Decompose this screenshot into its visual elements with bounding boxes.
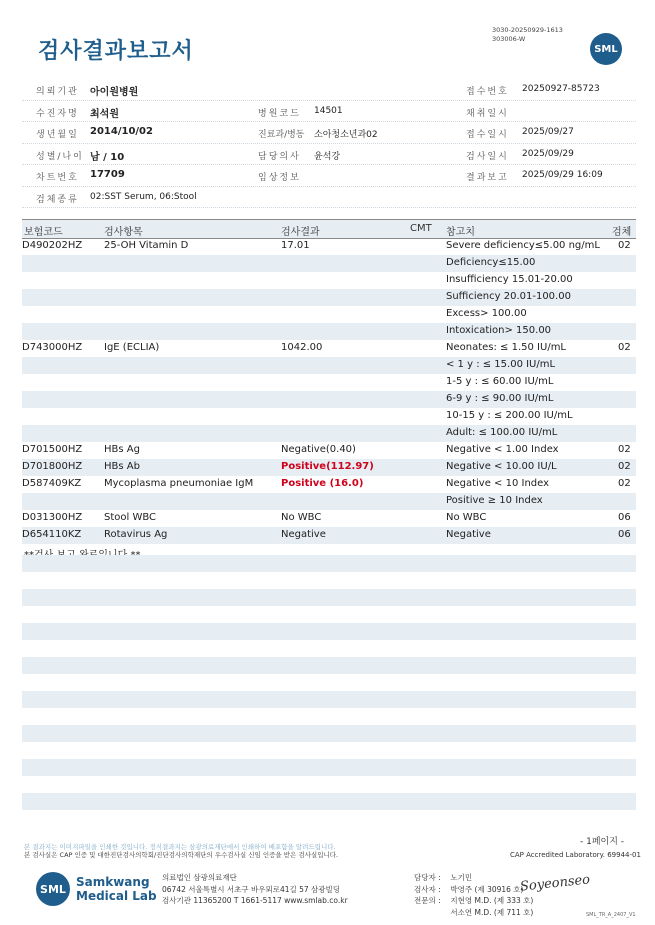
test-date-value: 2025/09/29 [522, 148, 574, 159]
sex-age-value: 남 / 10 [90, 151, 125, 163]
cell-specimen: 02 [618, 461, 631, 472]
institution-label: 의뢰기관 [36, 87, 79, 97]
specialist-1: 지현영 M.D. (제 333 호) [450, 896, 534, 905]
cell-ref: 6-9 y : ≤ 90.00 IU/mL [446, 393, 554, 404]
table-row [22, 493, 636, 510]
document-id [492, 26, 563, 44]
logo-line-2: Medical Lab [76, 889, 157, 903]
manager-label: 담당자 : [414, 873, 441, 882]
tester-value: 박영주 (제 30916 호) [450, 884, 524, 894]
col-specimen-header: 검체 [612, 227, 632, 238]
header-row-6 [22, 187, 636, 209]
samkwang-logo [36, 872, 157, 906]
table-row [22, 272, 636, 289]
institution-value: 아이원병원 [90, 87, 139, 98]
cell-result: Negative(0.40) [281, 444, 356, 455]
cell-specimen: 02 [618, 342, 631, 353]
logo-line-1: Samkwang [76, 875, 150, 889]
clinical-label: 임상정보 [258, 173, 301, 183]
chart-no-value: 17709 [90, 169, 125, 180]
header-row-1 [22, 79, 636, 101]
table-row [22, 459, 636, 476]
cell-ref: Negative [446, 529, 491, 540]
table-row [22, 527, 636, 544]
hospital-code-value: 14501 [314, 105, 343, 116]
cell-item: 25-OH Vitamin D [104, 240, 189, 251]
doc-id-line-2: 303006-W [492, 35, 526, 43]
header-row-4 [22, 144, 636, 166]
cell-code: D701800HZ [22, 461, 83, 472]
col-ref-header: 참고치 [446, 227, 475, 238]
dept-value: 소아청소년과02 [314, 130, 378, 140]
collect-time-label: 채취일시 [466, 108, 509, 119]
empty-row [22, 691, 636, 708]
cell-specimen: 02 [618, 240, 631, 251]
test-date-label: 검사일시 [466, 151, 509, 162]
cell-ref: Intoxication> 150.00 [446, 325, 552, 336]
lab-address [162, 872, 348, 907]
form-code: SML_TR_A_2407_V1 [586, 912, 636, 918]
doc-id-line-1: 3030-20250929-1613 [492, 26, 563, 34]
signature: Soyeonseo [519, 872, 591, 895]
empty-row [22, 555, 636, 572]
cell-item: Mycoplasma pneumoniae IgM [104, 478, 254, 489]
cell-ref: Deficiency≤15.00 [446, 257, 536, 268]
manager-value: 노기민 [450, 873, 473, 882]
header-row-3 [22, 122, 636, 144]
cell-code: D743000HZ [22, 342, 83, 353]
receipt-no-label: 접수번호 [466, 87, 509, 97]
report-title: 검사결과보고서 [38, 39, 194, 64]
specimen-label: 검체종류 [36, 194, 79, 205]
dept-label: 진료과/병동 [258, 130, 305, 140]
cell-item: HBs Ag [104, 444, 140, 455]
cell-specimen: 06 [618, 512, 631, 523]
org-name: 의료법인 삼광의료재단 [162, 873, 237, 882]
cell-ref: Negative < 1.00 Index [446, 444, 559, 455]
cell-code: D701500HZ [22, 444, 83, 455]
birth-label: 생년월일 [36, 130, 79, 140]
empty-row [22, 793, 636, 810]
cell-result: 17.01 [281, 240, 310, 251]
col-cmt-header: CMT [410, 223, 432, 234]
specialist-2: 서소연 M.D. (제 711 호) [450, 907, 534, 917]
patient-value: 최석원 [90, 108, 119, 120]
table-row [22, 306, 636, 323]
cell-ref: Negative < 10.00 IU/L [446, 461, 557, 472]
cell-specimen: 02 [618, 478, 631, 489]
cell-item: Stool WBC [104, 512, 157, 523]
cell-specimen: 06 [618, 529, 631, 540]
cell-item: IgE (ECLIA) [104, 342, 160, 353]
specialist-label: 전문의 : [414, 896, 441, 905]
cell-ref: 1-5 y : ≤ 60.00 IU/mL [446, 376, 554, 387]
logo-wordmark [76, 875, 157, 903]
table-row [22, 289, 636, 306]
patient-label: 수진자명 [36, 108, 79, 119]
table-row [22, 340, 636, 357]
cell-ref: Negative < 10 Index [446, 478, 550, 489]
header-row-2 [22, 101, 636, 123]
patient-info-header [22, 79, 636, 208]
cell-result: 1042.00 [281, 342, 323, 353]
sex-age-label: 성별/나이 [36, 151, 84, 162]
page-number: - 1페이지 - [580, 837, 625, 847]
cell-item: Rotavirus Ag [104, 529, 168, 540]
receipt-no-value: 20250927-85723 [522, 84, 600, 94]
cell-ref: < 1 y : ≤ 15.00 IU/mL [446, 359, 556, 370]
cell-ref: Positive ≥ 10 Index [446, 495, 543, 506]
cell-ref: No WBC [446, 512, 487, 523]
cell-result: Positive(112.97) [281, 461, 374, 472]
col-item-header: 검사항목 [104, 227, 143, 238]
image-notice: 본 결과지는 이미지파일을 인쇄한 것입니다. 정식결과지는 삼광의료재단에서 인쇄하여 배포함을 알려드립니다. [24, 843, 336, 851]
col-code-header: 보험코드 [24, 227, 63, 238]
cell-ref: Insufficiency 15.01-20.00 [446, 274, 573, 285]
table-row [22, 425, 636, 442]
cell-ref: Excess> 100.00 [446, 308, 527, 319]
cell-ref: 10-15 y : ≤ 200.00 IU/mL [446, 410, 573, 421]
cell-ref: Severe deficiency≤5.00 ng/mL [446, 240, 600, 251]
cell-result: No WBC [281, 512, 322, 523]
table-row [22, 442, 636, 459]
cell-code: D654110KZ [22, 529, 82, 540]
birth-value: 2014/10/02 [90, 126, 153, 137]
empty-row [22, 657, 636, 674]
cell-result: Positive (16.0) [281, 478, 364, 489]
empty-row [22, 589, 636, 606]
table-row [22, 408, 636, 425]
cell-ref: Adult: ≤ 100.00 IU/mL [446, 427, 558, 438]
results-table-body [22, 238, 636, 561]
cell-code: D587409KZ [22, 478, 82, 489]
table-row [22, 238, 636, 255]
receipt-date-label: 접수일시 [466, 130, 509, 140]
sml-logo-icon: SML [590, 33, 622, 65]
results-table-header [22, 219, 636, 239]
tester-label: 검사자 : [414, 884, 441, 894]
table-row [22, 255, 636, 272]
cell-code: D031300HZ [22, 512, 83, 523]
cell-ref: Sufficiency 20.01-100.00 [446, 291, 571, 302]
header-row-5 [22, 165, 636, 187]
empty-rows [22, 555, 636, 827]
staff-block [414, 872, 533, 918]
table-row [22, 374, 636, 391]
empty-row [22, 725, 636, 742]
accreditation-notice: 본 검사실은 CAP 인증 및 대한진단검사의학회/진단검사의학재단의 우수검사실 신임 인증을 받은 검사실입니다. [24, 851, 339, 859]
specimen-value: 02:SST Serum, 06:Stool [90, 191, 197, 202]
cell-item: HBs Ab [104, 461, 140, 472]
doctor-value: 윤석강 [314, 151, 341, 162]
cell-result: Negative [281, 529, 326, 540]
table-row [22, 323, 636, 340]
report-date-value: 2025/09/29 16:09 [522, 170, 603, 180]
table-row [22, 476, 636, 493]
cap-accreditation: CAP Accredited Laboratory. 69944-01 [510, 851, 641, 859]
chart-no-label: 차트번호 [36, 173, 79, 183]
receipt-date-value: 2025/09/27 [522, 127, 574, 137]
hospital-code-label: 병원코드 [258, 108, 301, 119]
address-line: 06742 서울특별시 서초구 바우뫼로41길 57 삼광빌딩 [162, 884, 341, 894]
table-row [22, 391, 636, 408]
empty-row [22, 623, 636, 640]
cell-code: D490202HZ [22, 240, 83, 251]
empty-row [22, 759, 636, 776]
cell-ref: Neonates: ≤ 1.50 IU/mL [446, 342, 566, 353]
agency-line: 검사기관 11365200 T 1661-5117 www.smlab.co.kr [162, 896, 348, 905]
doctor-label: 담당의사 [258, 151, 301, 162]
col-result-header: 검사결과 [281, 227, 320, 238]
table-row [22, 510, 636, 527]
report-date-label: 결과보고 [466, 173, 509, 183]
sml-logo-icon: SML [36, 872, 70, 906]
cell-specimen: 02 [618, 444, 631, 455]
table-row [22, 357, 636, 374]
